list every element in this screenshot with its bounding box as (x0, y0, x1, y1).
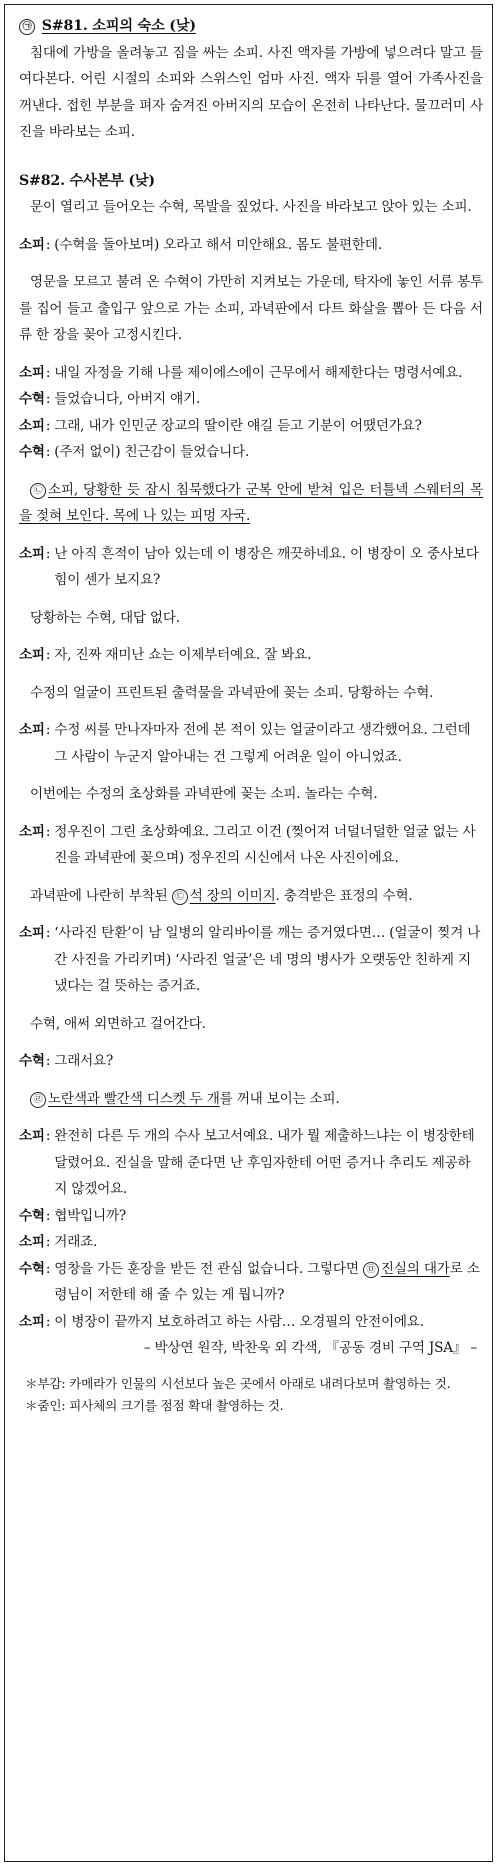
scene-81-title: S#81. 소피의 숙소 (낮) (41, 18, 196, 34)
speaker: 소피 (19, 1234, 45, 1250)
script-content (19, 13, 483, 1417)
dialogue-14: 소피 : 거래죠. (19, 1229, 483, 1256)
speaker: 소피 (19, 925, 45, 941)
direction-7 (19, 883, 483, 910)
line (54, 1256, 483, 1309)
direction-8: 수혁, 애써 외면하고 걸어간다. (30, 1015, 206, 1032)
circled-marker-b: ㉡ (30, 483, 46, 499)
dialogue-8: 소피 : 수정 씨를 만나자마자 전에 본 적이 있는 얼굴이라고 생각했어요. 그런데 그 사람이 누군지 알아내는 건 그렇게 어려운 일이 아니었죠. (19, 717, 483, 770)
line: (수혁을 돌아보며) 오라고 해서 미안해요. 몸도 불편한데. (54, 236, 382, 253)
dialogue-7: 소피 : 자, 진짜 재미난 쇼는 이제부터예요. 잘 봐요. (19, 642, 483, 669)
circled-marker-a: ㉠ (19, 19, 35, 35)
direction-5: 수정의 얼굴이 프린트된 출력물을 과녁판에 꽂는 소피. 당황하는 수혁. (30, 684, 434, 701)
speaker: 소피 (19, 1313, 45, 1330)
scene-81-heading (19, 13, 483, 40)
speaker: 수혁 (19, 1260, 45, 1277)
line: 그래, 내가 인민군 장교의 딸이란 얘길 듣고 기분이 어땠던가요? (54, 417, 422, 434)
text-part: . 충격받은 표정의 수혁. (275, 887, 413, 904)
line: 정우진이 그린 초상화예요. 그리고 이건 (찢어져 너덜너덜한 얼굴 없는 사진을 과녁판에 꽂으며) 정우진의 시신에서 나온 사진이에요. (54, 823, 476, 866)
line: 들었습니다, 아버지 얘기. (54, 391, 201, 407)
line: 거래죠. (54, 1234, 98, 1250)
speaker: 소피 (19, 364, 45, 381)
source-citation: – 박상연 원작, 박찬욱 외 각색, 『공동 경비 구역 JSA』 – (143, 1340, 477, 1356)
line: ‘사라진 탄환’이 남 일병의 알리바이를 깨는 증거였다면… (얼굴이 찢겨 나간 사진을 가리키며) ‘사라진 얼굴’은 네 명의 병사가 오랫동안 친하게 지냈다는 걸 뜻하는 증거죠. (54, 925, 481, 994)
speaker: 소피 (19, 545, 45, 562)
footnote-bugam: ＊부감: 카메라가 인물의 시선보다 높은 곳에서 아래로 내려다보며 촬영하는 것. (25, 1375, 451, 1391)
speaker: 수혁 (19, 1207, 45, 1224)
text-part: 로 소령님이 저한테 해 줄 수 있는 게 뭡니까? (54, 1260, 480, 1303)
dialogue-2: 소피 : 내일 자정을 기해 나를 제이에스에이 근무에서 해제한다는 명령서예요. (19, 360, 483, 387)
underlined-passage: 소피, 당황한 듯 잠시 침묵했다가 군복 안에 받쳐 입은 터틀넥 스웨터의 목을 젖혀 보인다. 목에 나 있는 피멍 자국. (19, 481, 483, 524)
circled-marker-c: ㉢ (172, 889, 188, 905)
underlined-phrase: 노란색과 빨간색 디스켓 두 개 (48, 1090, 220, 1107)
dialogue-5: 수혁 : (주저 없이) 친근감이 들었습니다. (19, 439, 483, 466)
direction-3 (19, 477, 483, 530)
speaker: 소피 (19, 1128, 45, 1144)
underlined-phrase: 진실의 대가 (380, 1260, 450, 1277)
scene-82-heading: S#82. 수사본부 (낮) (19, 172, 155, 189)
dialogue-10: 소피 : ‘사라진 탄환’이 남 일병의 알리바이를 깨는 증거였다면… (얼굴이 찢겨 나간 사진을 가리키며) ‘사라진 얼굴’은 네 명의 병사가 오랫동안 친하게 지냈다는 걸 뜻하는 증거죠. (19, 920, 483, 1000)
script-page (4, 4, 493, 1862)
footnote-zoomin: ＊줌인: 피사체의 크기를 점점 확대 촬영하는 것. (25, 1397, 284, 1413)
speaker: 수혁 (19, 1053, 45, 1069)
dialogue-13: 수혁 : 협박입니까? (19, 1203, 483, 1230)
speaker: 수혁 (19, 391, 45, 407)
speaker: 소피 (19, 417, 45, 434)
speaker: 소피 (19, 647, 45, 663)
text-part: 영창을 가든 훈장을 받든 전 관심 없습니다. 그렇다면 (54, 1260, 363, 1277)
direction-6: 이번에는 수정의 초상화를 과녁판에 꽂는 소피. 놀라는 수혁. (30, 786, 378, 802)
dialogue-1: 소피 : (수혁을 돌아보며) 오라고 해서 미안해요. 몸도 불편한데. (19, 232, 483, 259)
direction-1: 문이 열리고 들어오는 수혁, 목발을 짚었다. 사진을 바라보고 앉아 있는 소피. (30, 199, 472, 215)
text-part: 를 꺼내 보이는 소피. (219, 1090, 340, 1107)
direction-2: 영문을 모르고 불려 온 수혁이 가만히 지켜보는 가운데, 탁자에 놓인 서류 봉투를 집어 들고 출입구 앞으로 가는 소피, 과녁판에서 다트 화살을 뽑아 든 다음 서류 한 장을 꽂아 고정시킨다. (19, 274, 483, 343)
dialogue-15: 수혁 : 영창을 가든 훈장을 받든 전 관심 없습니다. 그렇다면 ㉤ 진실의 대가로 소령님이 저한테 해 줄 수 있는 게 뭡니까? (19, 1256, 483, 1309)
circled-marker-d: ㉣ (30, 1092, 46, 1108)
scene-81-direction: 침대에 가방을 올려놓고 짐을 싸는 소피. 사진 액자를 가방에 넣으려다 말고 들여다본다. 어린 시절의 소피와 스위스인 엄마 사진. 액자 뒤를 열어 가족사진을 꺼낸다. 접힌 부분을 펴자 숨겨진 아버지의 모습이 온전히 나타난다. 물끄러미 사진을 바라보는 소피. (19, 44, 483, 140)
line: (주저 없이) 친근감이 들었습니다. (54, 444, 250, 460)
line: 이 병장이 끝까지 보호하려고 하는 사람… 오경필의 안전이에요. (54, 1313, 424, 1330)
speaker: 소피 (19, 823, 45, 840)
text-part: 과녁판에 나란히 부착된 (30, 887, 172, 904)
line: 완전히 다른 두 개의 수사 보고서예요. 내가 뭘 제출하느냐는 이 병장한테 달렸어요. 진실을 말해 준다면 난 후임자한테 어떤 증거나 추리도 제공하지 않겠어요. (54, 1128, 475, 1197)
line: 그래서요? (54, 1053, 114, 1069)
dialogue-12: 소피 : 완전히 다른 두 개의 수사 보고서예요. 내가 뭘 제출하느냐는 이 병장한테 달렸어요. 진실을 말해 준다면 난 후임자한테 어떤 증거나 추리도 제공하지 않겠어요. (19, 1123, 483, 1203)
underlined-phrase: 석 장의 이미지 (189, 887, 276, 904)
direction-4: 당황하는 수혁, 대답 없다. (30, 609, 180, 626)
dialogue-6: 소피 : 난 아직 흔적이 남아 있는데 이 병장은 깨끗하네요. 이 병장이 오 중사보다 힘이 센가 보지요? (19, 541, 483, 594)
dialogue-4: 소피 : 그래, 내가 인민군 장교의 딸이란 얘길 듣고 기분이 어땠던가요? (19, 413, 483, 440)
dialogue-11: 수혁 : 그래서요? (19, 1048, 483, 1075)
circled-marker-e: ㉤ (363, 1262, 379, 1278)
dialogue-3: 수혁 : 들었습니다, 아버지 얘기. (19, 386, 483, 413)
line: 난 아직 흔적이 남아 있는데 이 병장은 깨끗하네요. 이 병장이 오 중사보다 힘이 센가 보지요? (54, 545, 479, 588)
line: 수정 씨를 만나자마자 전에 본 적이 있는 얼굴이라고 생각했어요. 그런데 그 사람이 누군지 알아내는 건 그렇게 어려운 일이 아니었죠. (54, 722, 471, 765)
line: 자, 진짜 재미난 쇼는 이제부터예요. 잘 봐요. (54, 647, 312, 663)
dialogue-16: 소피 : 이 병장이 끝까지 보호하려고 하는 사람… 오경필의 안전이에요. (19, 1309, 483, 1336)
line: 협박입니까? (54, 1207, 127, 1224)
speaker: 수혁 (19, 444, 45, 460)
speaker: 소피 (19, 236, 45, 253)
speaker: 소피 (19, 722, 45, 738)
line: 내일 자정을 기해 나를 제이에스에이 근무에서 해제한다는 명령서예요. (54, 364, 463, 381)
dialogue-9: 소피 : 정우진이 그린 초상화예요. 그리고 이건 (찢어져 너덜너덜한 얼굴 없는 사진을 과녁판에 꽂으며) 정우진의 시신에서 나온 사진이에요. (19, 819, 483, 872)
direction-9 (19, 1086, 483, 1113)
